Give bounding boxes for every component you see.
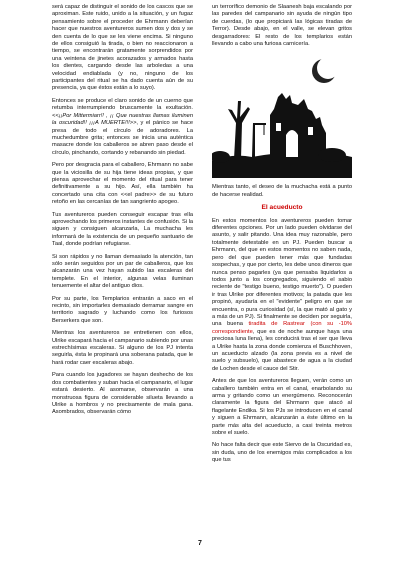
paragraph: No hace falta decir que este Siervo de la Oscuridad es, sin duda, uno de los enemigos más complicados a los que tus	[212, 442, 352, 464]
paragraph-text: En estos momentos los aventureros pueden tomar diferentes opciones. Por un lado pueden olvidarse del asunto, y salir pitando. Una idea muy razonable, pero totalmente detestable en un PJ. Pueden buscar a Ehrmann, del que en estos momentos no saben nada, pero del que pueden tener más que fundadas sospechas, y que por cierto, les debe unos dineros que nunca penso pagarles (ya que pensaba liquidarlos a todos junto a los congregados, siguiendo el sabio reciente de "testigo bueno, testigo muerto"). O pueden ir tras Ulrike por diferentes motivos; la patada que les propinó, ayudaría en el "evidente" peligro en que se encuentra, o pura curiosidad (sí, la que mató al gato y a más de un PJ). Si finalmente se deciden por seguirla, una buena	[212, 217, 352, 328]
highlighted-rule-text: tiradita de Rastrear (con su -10% correspondiente	[212, 321, 352, 335]
right-column	[212, 4, 352, 470]
paragraph-text: Entonces se produce el claro sonido de un cuerno que retumba interrumpiendo bruscamente la exultación.	[52, 97, 193, 112]
illustration-caption: Mientras tanto, el deseo de la muchacha está a punto de hacerse realidad.	[212, 184, 352, 198]
section-heading: El acueducto	[261, 204, 303, 212]
paragraph: Tus aventureros pueden conseguir escapar tras ella aprovechando los primeros instantes de confusión. Si la siguen y consiguen alcanzarla, La muchacha les informará de la existencia de un pequeño santuario de Taal, donde podrían refugiarse.	[52, 211, 194, 248]
paragraph	[212, 218, 352, 374]
paragraph: Para cuando los jugadores se hayan deshecho de los dos combatientes y suban hacia el campanario, el lugar estará desierto. Al asomarse, observarán a una monstruosa figura de considerable silueta llevando a Ulrike a hombros y no precisamente de mala gana. Asombrados, observarán cómo	[52, 372, 193, 416]
paragraph: Si son rápidos y no llaman demasiado la atención, tan sólo serán seguidos por un par de caballeros, que los alcanzarán una vez hayan subido las escaleras del templete. En el interior, algunas velas iluminan tenuemente el altar del antiguo dios.	[52, 253, 193, 290]
paragraph: Antes de que los aventureros lleguen, verán como un caballero también entra en el canal, enarbolando su arma y gritando como un energúmeno. Reconocerán claramente la figura del Ehrmann que atacó al flagelante Endika. Si los PJs se introducen en el canal y siguen a Ehrmann, alcanzarán a éste último en la parte más alta del acueducto, a casi treinta metros sobre el suelo.	[212, 378, 352, 437]
page-number: 7	[198, 540, 202, 547]
paragraph: un terrorífico demonio de Slaanesh baja escalando por las paredes del campanario sin ayuda de ningún tipo de cuerdas, (lo que propiciará las lógicas tiradas de Terror). Desde abajo, en el valle, se elevan gritos desgarradores: El resto de los templarios están llevando a cabo una furiosa carnicería.	[212, 4, 352, 48]
paragraph: Pero por desgracia para el caballero, Ehrmann no sabe que la viciosilla de su hija tiene ideas propias, y que piensa aprovechar el momento del ritual para tener definitivamente a su hijo. Así, ella también ha concertado una cita con <<el padre>> de su futuro retoño en las cercanías de tan sangriento apogeo.	[52, 162, 193, 206]
paragraph	[52, 98, 193, 157]
paragraph-text: , y el pánico se hace presa de todo el círculo de adoradores. La muchedumbre grita; entonces se inicia una auténtica masacre donde los caballeros se abren paso desde el círculo, pinchando, cortando y rebanando sin piedad.	[52, 120, 194, 156]
paragraph: Por su parte, los Templarios entrarán a saco en el recinto, sin importarles demasiado derramar sangre en territorio sagrado y luchando como los furiosos Berserkers que son.	[52, 295, 193, 324]
paragraph: Mientras los aventureros se entretienen con ellos, Ulrike escapará hacia el campanario subiendo por unas estrechísimas escaleras. Si alguno de los PJ intenta seguirla, ésta le propinará una soberana patada, que le hará rodar caer escaleras abajo.	[52, 330, 193, 366]
left-column	[52, 4, 193, 422]
battle-cry-quote: <<¡¡Por Mittermiarr!! , ¡¡ Que nuestras llamas iluminen la oscuridad!! ¡¡¡A MUERTE!!!>>	[52, 112, 193, 127]
paragraph-text: , que es de noche aunque haya una preciosa luna llena), les conducirá tras el ser que lleva a Ulrike hasta la zona donde comienza el Buschhoven, un acueducto alzado (la zona previa es a nivel de suelo y subsuelo), que abastece de agua a la ciudad de Lochen desde el cauce del Stir.	[212, 328, 352, 372]
ruined-temple-illustration	[212, 53, 352, 178]
paragraph: será capaz de distinguir el sonido de los cascos que se aproximan. Este ruido, unido a la situación, y un fugaz pensamiento sobre el proceder de Ehrmann deberían hacer que nuestros aventureros sumen dos y dos y se den cuenta de lo que se les viene encima. Si ninguno de ellos consiguió la tirada, o bien no reaccionaron a tiempo, se encontrarán gratamente sorprendidos por una veintena de jinetes acorazados y armados hasta los dientes, cargando desde las arboledas a una velocidad endiablada (y no, ninguno de los participantes del ritual se ha dado cuenta aún de su presencia, ya que éstos están a lo suyo).	[52, 4, 193, 92]
